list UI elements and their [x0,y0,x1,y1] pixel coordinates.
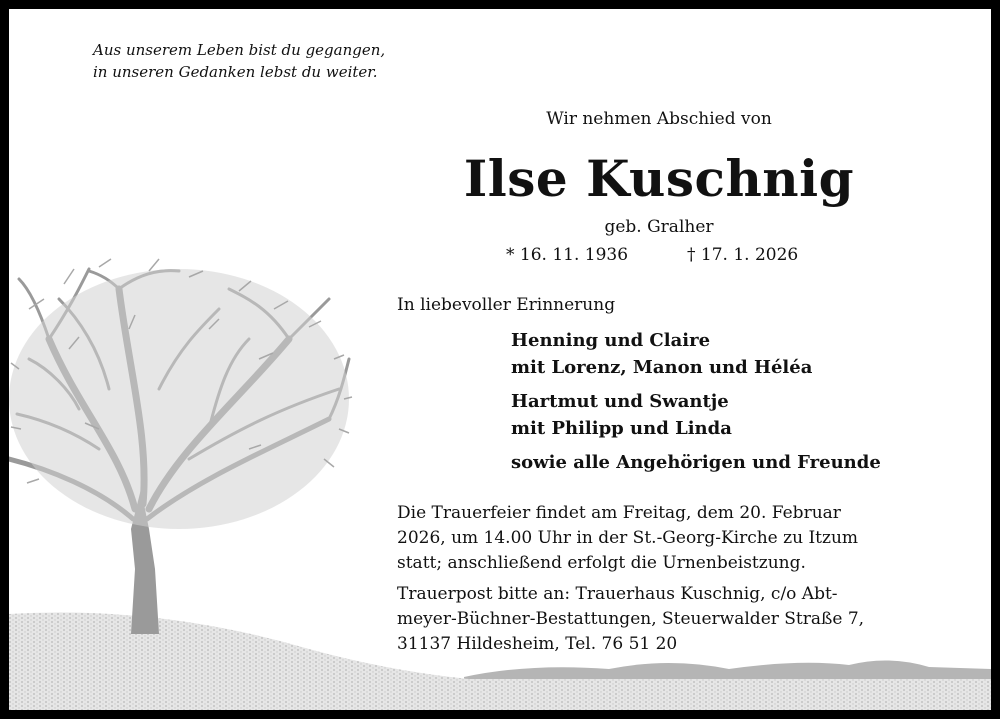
tree-canopy [9,269,349,529]
mourners-list [511,327,881,483]
mail-line: 31137 Hildesheim, Tel. 76 51 20 [397,634,678,654]
distant-hills [464,660,991,681]
mourner-line: Henning und Claire [511,330,711,351]
mail-line: meyer-Büchner-Bestattungen, Steuerwalder Straße 7, [397,609,865,629]
mourner-line: mit Lorenz, Manon und Héléa [511,357,813,378]
mourner-line: Hartmut und Swantje [511,391,729,412]
birth-date: * 16. 11. 1936 [506,245,629,265]
mourner-line: mit Philipp und Linda [511,418,732,439]
motto [93,39,385,83]
deceased-name: Ilse Kuschnig [463,149,855,208]
mourner-group [511,388,881,442]
death-date: † 17. 1. 2026 [687,245,799,265]
ceremony-line: statt; anschließend erfolgt die Urnenbeistzung. [397,553,806,573]
motto-line-1: Aus unserem Leben bist du gegangen, [93,41,386,59]
mourner-group [511,449,881,476]
motto-line-2: in unseren Gedanken lebst du weiter. [93,63,378,81]
mourner-group [511,327,881,381]
mourner-line: sowie alle Angehörigen und Freunde [511,452,881,473]
mail-line: Trauerpost bitte an: Trauerhaus Kuschnig, c/o Abt- [397,584,838,604]
ceremony-line: 2026, um 14.00 Uhr in der St.-Georg-Kirche zu Itzum [397,528,859,548]
condolence-mail-info [397,582,864,657]
ceremony-info [397,501,858,576]
intro-text: Wir nehmen Abschied von [546,109,772,129]
memory-line: In liebevoller Erinnerung [397,295,616,315]
maiden-name: geb. Gralher [604,217,714,237]
ceremony-line: Die Trauerfeier findet am Freitag, dem 20. Februar [397,503,841,523]
